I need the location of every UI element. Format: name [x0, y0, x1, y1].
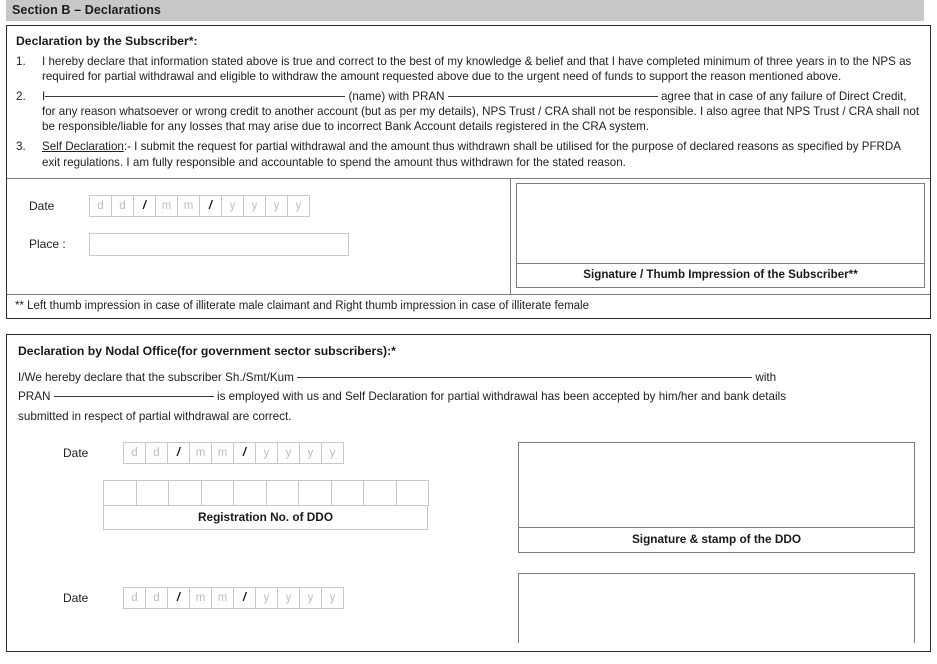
- declaration-item-1: [16, 54, 921, 84]
- declaration-item-1-number: 1.: [16, 55, 26, 68]
- ddo-reg-cell-2[interactable]: [136, 480, 170, 506]
- nodal-office-left-column: [18, 442, 518, 553]
- date-cell-y4[interactable]: y: [287, 195, 310, 217]
- date-cell-d1[interactable]: d: [89, 195, 112, 217]
- ddo-reg-cell-5[interactable]: [233, 480, 267, 506]
- nodal-date-cell-y2[interactable]: y: [277, 442, 300, 464]
- nodal2-date-separator-2: /: [233, 587, 256, 609]
- nodal-date-row-2: [63, 587, 518, 609]
- nodal-para-lead: I/We hereby declare that the subscriber Sh./Smt/Kum: [18, 370, 294, 384]
- date-cell-m1[interactable]: m: [155, 195, 178, 217]
- declaration-item-3: [16, 139, 921, 169]
- subscriber-date-place-area: [7, 179, 511, 294]
- nodal-office-paragraph: [18, 368, 919, 427]
- date-cell-y1[interactable]: y: [221, 195, 244, 217]
- nodal-office-title: Declaration by Nodal Office(for government sector subscribers):*: [18, 343, 396, 358]
- subscriber-date-input[interactable]: [89, 195, 309, 217]
- nodal-date-separator-1: /: [167, 442, 190, 464]
- nodal-date-cell-m2[interactable]: m: [211, 442, 234, 464]
- nodal-date-separator-2: /: [233, 442, 256, 464]
- nodal-date-cell-d1[interactable]: d: [123, 442, 146, 464]
- nodal2-date-cell-m1[interactable]: m: [189, 587, 212, 609]
- nodal2-date-cell-y2[interactable]: y: [277, 587, 300, 609]
- pran-fill-line[interactable]: [448, 96, 658, 97]
- section-b-title: Section B – Declarations: [12, 3, 161, 17]
- declaration-item-2-number: 2.: [16, 90, 26, 104]
- nodal2-date-cell-d1[interactable]: d: [123, 587, 146, 609]
- nodal2-date-separator-1: /: [167, 587, 190, 609]
- ddo-reg-cell-3[interactable]: [168, 480, 202, 506]
- nodal-office-declaration-box: [6, 334, 931, 653]
- ddo-reg-cell-8[interactable]: [331, 480, 365, 506]
- nodal-date-cell-m1[interactable]: m: [189, 442, 212, 464]
- subscriber-signature-row: [7, 178, 930, 294]
- date-cell-y3[interactable]: y: [265, 195, 288, 217]
- ddo-reg-cell-10[interactable]: [396, 480, 430, 506]
- nodal-date-cell-d2[interactable]: d: [145, 442, 168, 464]
- date-cell-y2[interactable]: y: [243, 195, 266, 217]
- nodal-para-mid: is employed with us and Self Declaration for partial withdrawal has been accepted by him/her and bank details: [216, 390, 787, 404]
- nodal-office-content: [7, 335, 930, 652]
- section-b-header: [6, 0, 924, 21]
- declaration-item-1-text: I hereby declare that information stated above is true and correct to the best of my knowledge & belief and that I have completed minimum of three years in to the NPS as required for partial withdrawal and eligible to withdraw the amount requested above due to the urgent need of funds to support the reason mentioned above.: [42, 55, 912, 84]
- nodal-date-cell-y1[interactable]: y: [255, 442, 278, 464]
- declaration-item-2-lead: I: [42, 90, 46, 104]
- subscriber-declaration-box: [6, 25, 931, 319]
- nodal-date-cell-y3[interactable]: y: [299, 442, 322, 464]
- place-input[interactable]: [89, 233, 349, 256]
- declaration-item-2-text: [42, 89, 921, 134]
- subscriber-name-fill-line[interactable]: [297, 377, 752, 378]
- nodal-date-label: Date: [63, 446, 89, 461]
- declaration-item-3-text: [42, 139, 921, 169]
- secondary-signature-canvas[interactable]: [518, 573, 915, 643]
- nodal-date-label-2: Date: [63, 591, 89, 606]
- subscriber-declaration-content: [7, 26, 930, 178]
- nodal-pran-fill-line[interactable]: [54, 396, 214, 397]
- ddo-reg-cell-7[interactable]: [298, 480, 332, 506]
- date-cell-m2[interactable]: m: [177, 195, 200, 217]
- nodal2-date-cell-y3[interactable]: y: [299, 587, 322, 609]
- name-fill-line[interactable]: [45, 96, 345, 97]
- nodal-date-cell-y4[interactable]: y: [321, 442, 344, 464]
- ddo-signature-canvas[interactable]: [518, 442, 915, 528]
- nodal-office-bottom-left: [18, 573, 518, 643]
- subscriber-date-row: [29, 195, 510, 217]
- ddo-reg-cell-6[interactable]: [266, 480, 300, 506]
- ddo-signature-caption: Signature & stamp of the DDO: [518, 528, 915, 553]
- nodal-date-input[interactable]: [123, 442, 343, 464]
- ddo-registration-caption: Registration No. of DDO: [103, 506, 428, 530]
- subscriber-declaration-list: [16, 54, 921, 170]
- subscriber-signature-canvas[interactable]: [516, 183, 925, 264]
- ddo-reg-cell-1[interactable]: [103, 480, 137, 506]
- nodal2-date-cell-y4[interactable]: y: [321, 587, 344, 609]
- declaration-item-3-number: 3.: [16, 140, 26, 154]
- subscriber-date-label: Date: [29, 198, 55, 213]
- ddo-reg-cell-4[interactable]: [201, 480, 235, 506]
- nodal-office-bottom-right: [518, 573, 919, 643]
- declaration-item-2-tail: agree that in case of any failure of Direct Credit, for any reason whatsoever or wrong credit to another account (but as per my details), NPS Trust / CRA shall not be responsible. I also agree that NPS Trust / CRA shall not be responsible/liable for any losses that may arise due to incorrect Bank Account details registered in the CRA system.: [42, 90, 920, 134]
- nodal2-date-cell-d2[interactable]: d: [145, 587, 168, 609]
- declaration-item-2: [16, 89, 921, 134]
- nodal-office-right-column: [518, 442, 919, 553]
- ddo-reg-cell-9[interactable]: [363, 480, 397, 506]
- subscriber-signature-caption: Signature / Thumb Impression of the Subscriber**: [516, 264, 925, 288]
- nodal-pran-label: PRAN: [18, 390, 51, 404]
- subscriber-declaration-title: Declaration by the Subscriber*:: [16, 34, 198, 48]
- date-separator-1: /: [133, 195, 156, 217]
- nodal-para-with: with: [755, 370, 777, 384]
- nodal-office-bottom-row: [18, 573, 919, 643]
- nodal2-date-cell-m2[interactable]: m: [211, 587, 234, 609]
- self-declaration-label: Self Declaration: [42, 140, 124, 154]
- ddo-registration-input[interactable]: [103, 480, 428, 506]
- declaration-item-3-body: :- I submit the request for partial withdrawal and the amount thus withdrawn shall be utilised for the purpose of declared reasons as specified by PFRDA exit regulations. I am fully responsible and accountable to spend the amount thus withdrawn for the stated reason.: [42, 140, 901, 169]
- nodal-date-row: [63, 442, 518, 464]
- nodal-para-end: submitted in respect of partial withdrawal are correct.: [18, 409, 292, 423]
- date-cell-d2[interactable]: d: [111, 195, 134, 217]
- nodal-office-grid: [18, 442, 919, 553]
- ddo-registration-block: [103, 480, 428, 530]
- subscriber-place-label: Place :: [29, 237, 66, 252]
- declaration-item-2-mid: (name) with PRAN: [348, 90, 445, 104]
- subscriber-place-row: [29, 233, 510, 256]
- subscriber-signature-area: [511, 179, 930, 294]
- subscriber-footnote: ** Left thumb impression in case of illiterate male claimant and Right thumb impression in case of illiterate female: [7, 294, 930, 318]
- nodal-date-input-2[interactable]: [123, 587, 343, 609]
- date-separator-2: /: [199, 195, 222, 217]
- nodal2-date-cell-y1[interactable]: y: [255, 587, 278, 609]
